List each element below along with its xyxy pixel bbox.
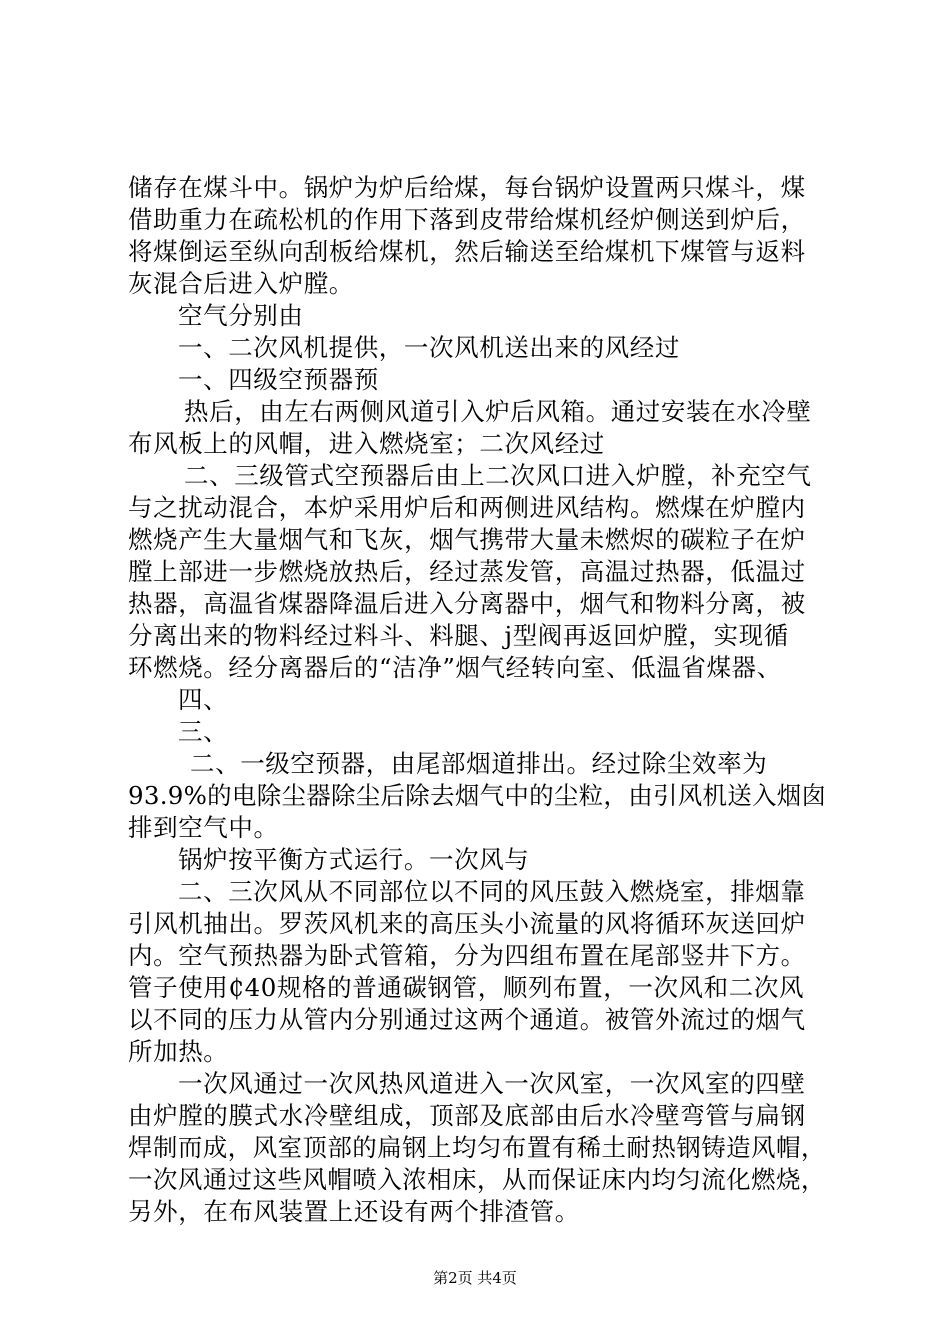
text-line: 焊制而成，风室顶部的扁钢上均匀布置有稀土耐热钢铸造风帽， bbox=[128, 1133, 826, 1162]
text-line: 热后，由左右两侧风道引入炉后风箱。通过安装在水冷壁 bbox=[184, 397, 812, 426]
text-line: 二、一级空预器，由尾部烟道排出。经过除尘效率为 bbox=[190, 749, 768, 778]
text-line: 管子使用₵40规格的普通碳钢管，顺列布置，一次风和二次风 bbox=[128, 973, 805, 1002]
text-line: 灰混合后进入炉膛。 bbox=[128, 269, 354, 298]
text-line: 四、 bbox=[178, 685, 229, 714]
page-footer: 第2页 共4页 bbox=[433, 1269, 517, 1287]
text-line: 一、四级空预器预 bbox=[178, 365, 379, 394]
text-line: 锅炉按平衡方式运行。一次风与 bbox=[178, 845, 530, 874]
text-line: 储存在煤斗中。锅炉为炉后给煤，每台锅炉设置两只煤斗，煤 bbox=[128, 173, 806, 202]
text-line: 将煤倒运至纵向刮板给煤机，然后输送至给煤机下煤管与返料 bbox=[128, 237, 806, 266]
text-line: 借助重力在疏松机的作用下落到皮带给煤机经炉侧送到炉后， bbox=[128, 205, 806, 234]
text-line: 内。空气预热器为卧式管箱，分为四组布置在尾部竖井下方。 bbox=[128, 941, 806, 970]
text-line: 引风机抽出。罗茨风机来的高压头小流量的风将循环灰送回炉 bbox=[128, 909, 806, 938]
text-line: 以不同的压力从管内分别通过这两个通道。被管外流过的烟气 bbox=[128, 1005, 806, 1034]
text-line: 空气分别由 bbox=[178, 301, 304, 330]
text-line: 排到空气中。 bbox=[128, 813, 279, 842]
text-line: 一次风通过一次风热风道进入一次风室，一次风室的四壁 bbox=[178, 1069, 806, 1098]
text-line: 膛上部进一步燃烧放热后，经过蒸发管，高温过热器，低温过 bbox=[128, 557, 806, 586]
text-line: 与之扰动混合，本炉采用炉后和两侧进风结构。燃煤在炉膛内 bbox=[128, 493, 806, 522]
text-line: 二、三级管式空预器后由上二次风口进入炉膛，补充空气 bbox=[184, 461, 812, 490]
text-line: 一次风通过这些风帽喷入浓相床，从而保证床内均匀流化燃烧， bbox=[128, 1165, 826, 1194]
text-line: 二、三次风从不同部位以不同的风压鼓入燃烧室，排烟靠 bbox=[178, 877, 806, 906]
text-line: 布风板上的风帽，进入燃烧室；二次风经过 bbox=[128, 429, 605, 458]
text-line: 由炉膛的膜式水冷壁组成，顶部及底部由后水冷壁弯管与扁钢 bbox=[128, 1101, 806, 1130]
text-line: 三、 bbox=[178, 717, 229, 746]
text-line: 另外，在布风装置上还设有两个排渣管。 bbox=[128, 1197, 580, 1226]
text-line: 热器，高温省煤器降温后进入分离器中，烟气和物料分离，被 bbox=[128, 589, 806, 618]
text-line: 一、二次风机提供，一次风机送出来的风经过 bbox=[178, 333, 680, 362]
text-line: 分离出来的物料经过料斗、料腿、j型阀再返回炉膛，实现循 bbox=[128, 621, 789, 650]
text-line: 燃烧产生大量烟气和飞灰，烟气携带大量未燃烬的碳粒子在炉 bbox=[128, 525, 806, 554]
text-line: 所加热。 bbox=[128, 1037, 229, 1066]
text-line: 93.9%的电除尘器除尘后除去烟气中的尘粒，由引风机送入烟囱 bbox=[128, 781, 827, 810]
text-line: 环燃烧。经分离器后的“洁净”烟气经转向室、低温省煤器、 bbox=[128, 653, 782, 682]
